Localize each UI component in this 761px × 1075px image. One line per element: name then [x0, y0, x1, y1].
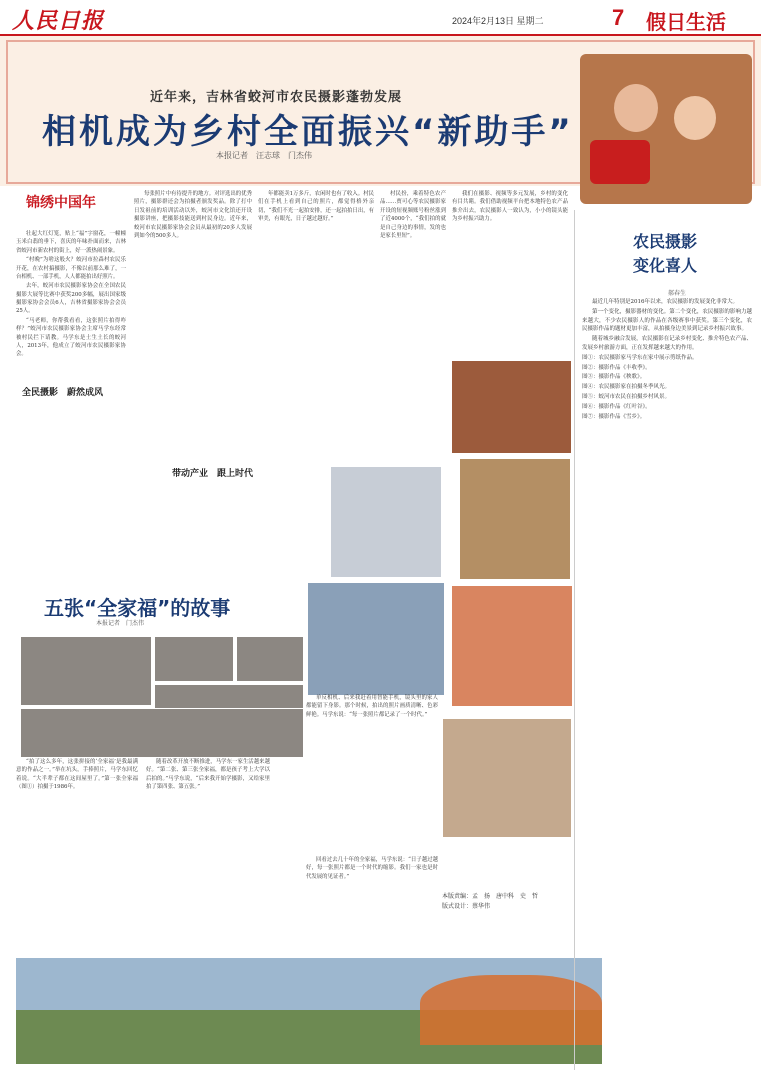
photo-caption: 图⑤：蛟河市农民在拍摄乡村风景。	[582, 393, 671, 400]
page-number: 7	[612, 5, 625, 30]
side-title-line: 农民摄影	[632, 232, 697, 251]
photo-caption: 图②：摄影作品《丰收季》。	[582, 364, 651, 371]
paragraph: “马老师，你帮我看看，这张照片拍得咋样？”蛟河市农民摄影家协会主席马学东经常被村民拦下请教。马学东是土生土长的蛟河人，2013年，他成立了蛟河市农民摄影家协会。	[16, 317, 126, 358]
paragraph: 随着城乡融合发展，农民摄影在记录乡村变化、推介特色农产品、发展乡村旅游方面，正在发挥越来越大的作用。	[582, 336, 752, 351]
photo-corn-drying	[459, 458, 571, 580]
photo-caption: 图④：农民摄影家在拍摄冬季风光。	[582, 384, 671, 391]
family-photo-1	[20, 636, 152, 706]
section-title: 假日生活	[646, 10, 726, 34]
photo-villager-selfie	[451, 585, 573, 707]
family-story-byline: 本报记者 门杰伟	[96, 620, 145, 627]
feature-subhead: 近年来，吉林省蛟河市农民摄影蓬勃发展	[150, 90, 403, 105]
family-column-4	[306, 856, 438, 956]
side-column	[582, 298, 752, 1068]
family-photo-2	[154, 636, 234, 682]
paragraph: 村民扮，乘着特色农产品……贾可心等农民摄影家开设的短视频账号粉丝涨到了近4000个，“我们拍的就是自己身边的事情，发的也是家长里短”。	[380, 191, 446, 239]
feature-column-4	[380, 190, 446, 345]
decor-label: 锦绣中国年	[26, 195, 96, 211]
subtitle-2: 带动产业 跟上时代	[172, 469, 254, 479]
photo-calligraphy	[451, 360, 572, 454]
feature-column-5	[452, 190, 568, 350]
paragraph: 壮起大红灯笼，贴上“福”字窗花，一幢幢玉米白翡的垂下，喜庆的年味扑面而来，吉林省蛟河市新农村的街上，好一派热闹景象。	[16, 231, 126, 254]
photo-yangge-dance	[307, 582, 445, 696]
family-column-2	[146, 758, 270, 956]
paragraph: 年都能卖1万多斤，农闲时也有了收入。村民们在手机上看到自己的照片，都觉得格外亲切，“我们不光一起拍安排，还一起拍拍日出，有审美，有眼光，日子越过越好。”	[258, 191, 374, 223]
paragraph: 最近几年特别是2016年以来，农民摄影的发展变化非常大。	[592, 299, 738, 305]
photo-caption: 图⑦：摄影作品《雪乡》。	[582, 413, 646, 420]
red-papercut	[590, 140, 650, 184]
family-photo-3	[236, 636, 304, 682]
editor-credits: 本版责编：孟 扬 唐中科 史 哲 版式设计：蔡华伟	[442, 893, 539, 910]
photo-caption: 图⑥：摄影作品《红叶谷》。	[582, 403, 651, 410]
newspaper-logo: 人民日报	[12, 8, 105, 34]
family-story-title: 五张“全家福”的故事	[44, 596, 231, 620]
paragraph: 随着改革开放不断推进，马学东一家生活越来越好。“第二张、第三张全家福，都是孩子考上大学以后拍的。”马学东说，“后来我开始学摄影，又给家里拍了第四张、第五张。”	[146, 759, 270, 791]
paragraph: 第一个变化，摄影器材的变化。第二个变化，农民摄影的影响力越来越大，不少农民摄影人的作品在各级赛事中获奖。第三个变化，农民摄影作品的题材更加丰富，从拍摄身边美景到记录乡村振兴故事。	[582, 308, 752, 333]
paragraph: 去年，蛟河市农民摄影家协会在全国农民摄影大展等比赛中获奖200多幅，展出国家级摄影家协会会员6人，吉林省摄影家协会会员25人。	[16, 283, 126, 315]
family-column-1	[16, 758, 138, 956]
paragraph: 回看过去几十年的全家福，马学东说：“日子越过越好，每一张照片都是一个时代的缩影。我们一家也是时代发展的见证者。”	[306, 857, 438, 880]
photo-papercut-elders	[580, 54, 752, 204]
side-title	[610, 230, 720, 278]
photo-caption: 图①：农民摄影家马学东在家中展示剪纸作品。	[582, 354, 698, 361]
feature-headline: 相机成为乡村全面振兴“新助手”	[42, 112, 574, 152]
feature-column-2	[134, 190, 252, 560]
paragraph: 单反相机、后来我赶着用智能手机，镜头里的家人都能留下身影。那个时候，拍出的照片画质清晰、色彩鲜艳。马学东说：“每一张照片都记录了一个时代。”	[306, 695, 438, 718]
photo-harvest	[330, 466, 442, 578]
paragraph: 我们在摄影、视频等多元发展，乡村的变化有目共睹。我们借助视频平台把本地特色农产品推介出去，农民摄影人一致认为，小小的镜头能为乡村振兴助力。	[452, 191, 568, 223]
side-byline: 郝春生	[668, 290, 687, 297]
elder-face	[674, 96, 716, 140]
side-title-line: 变化喜人	[632, 256, 697, 275]
paragraph: 每张照片中有待提升的地方。对评选出的优秀照片，摄影群还会为拍摄者颁发奖品。除了打中日发祖前的培训活动以外，蛟河市文化馆还开设摄影讲座，把摄影技能送到村民身边。近年来，蛟河市农民摄影家协会会员从最初的20多人发展到如今的500多人。	[134, 191, 252, 239]
elder-face	[614, 84, 658, 132]
photo-caption: 图③：摄影作品《秧歌》。	[582, 374, 646, 381]
paragraph: “拍了这么多年，这张拼接的‘全家福’是我最满意的作品之一。”举在坑头，手捧照片，马学东回忆着说。“大半辈子都在这间屋里了。”第一张全家福（图①）拍摄于1986年。	[16, 759, 138, 791]
subtitle-1: 全民摄影 蔚然成风	[22, 388, 104, 398]
photo-exhibition	[442, 718, 572, 838]
paragraph: “村晚”为啥这般火？蛟河市拉森村农民乐开花，在农村搞摄影，不像以前那么难了，一台相机、一部手机，人人都能拍出好照片。	[16, 257, 126, 280]
feature-byline: 本报记者 汪志球 门杰伟	[216, 151, 312, 160]
family-column-3	[306, 694, 438, 854]
column-divider	[574, 210, 575, 1070]
family-photo-5	[20, 708, 304, 758]
issue-date: 2024年2月13日 星期二	[452, 16, 544, 26]
